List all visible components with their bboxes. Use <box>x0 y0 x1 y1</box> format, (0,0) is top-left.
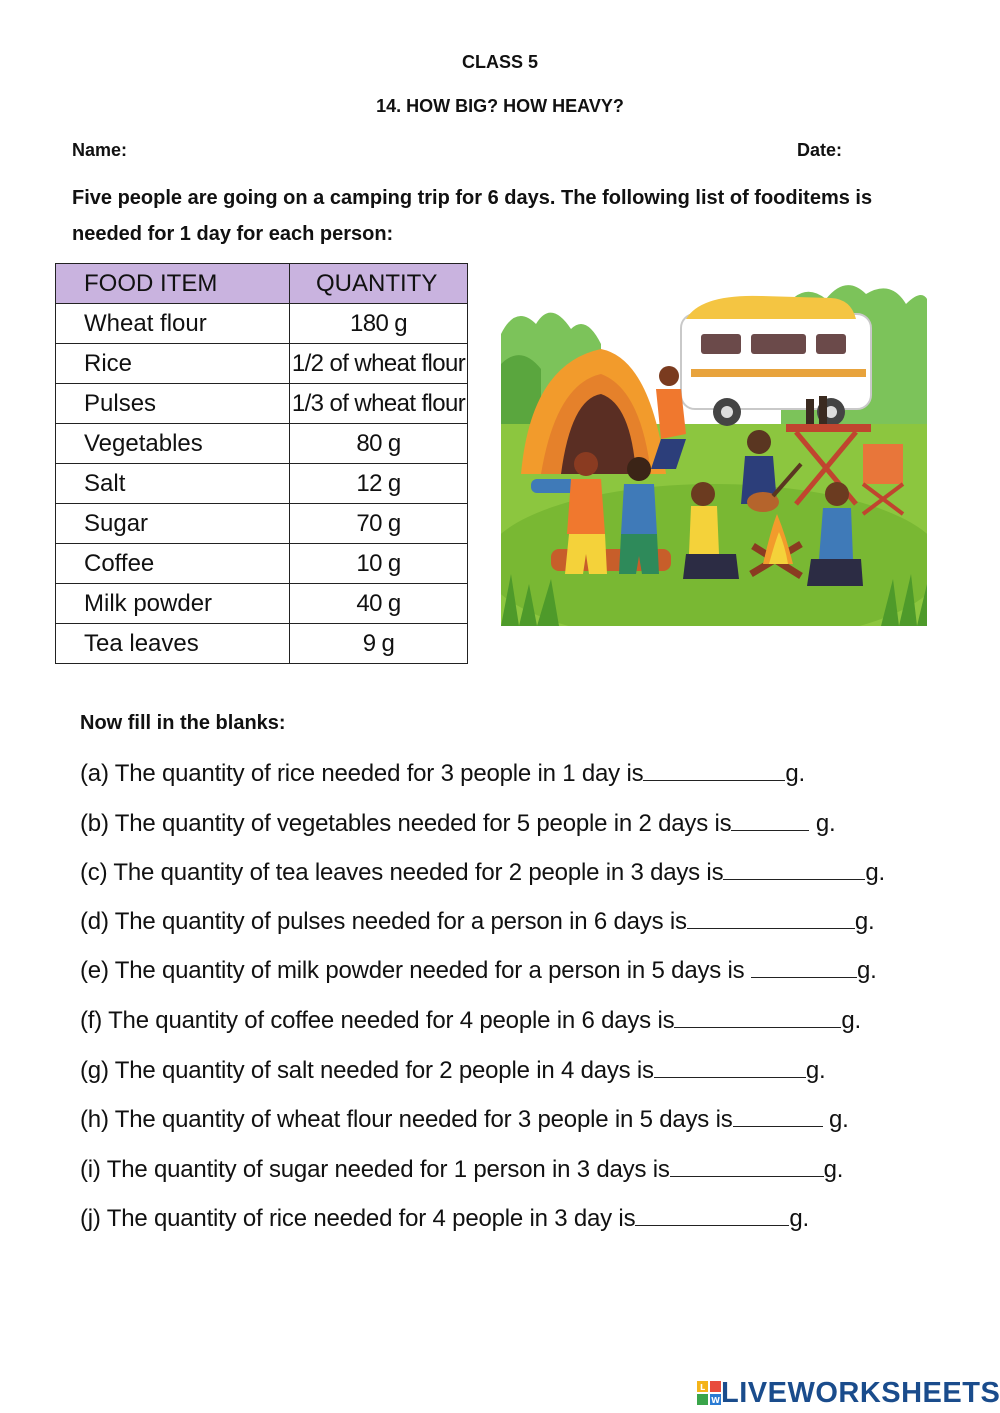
question-g <box>80 1057 825 1085</box>
unit-label: g. <box>809 810 836 837</box>
table-row <box>56 424 468 464</box>
food-item: Coffee <box>56 544 290 584</box>
food-quantity: 180 g <box>290 304 468 344</box>
question-text: (a) The quantity of rice needed for 3 people in 1 day is <box>80 760 644 787</box>
date-label: Date: <box>797 140 843 160</box>
question-d <box>80 908 874 936</box>
question-text: (b) The quantity of vegetables needed for 5 people in 2 days is <box>80 810 732 837</box>
question-a <box>80 760 805 788</box>
answer-blank[interactable] <box>723 859 865 880</box>
class-title: CLASS 5 <box>461 52 539 72</box>
food-item: Pulses <box>56 384 290 424</box>
food-quantity: 1/3 of wheat flour <box>290 384 468 424</box>
answer-blank[interactable] <box>674 1007 841 1028</box>
question-text: (g) The quantity of salt needed for 2 people in 4 days is <box>80 1057 654 1084</box>
food-quantity: 10 g <box>290 544 468 584</box>
badge-letter: W <box>711 1396 720 1405</box>
table-row <box>56 384 468 424</box>
food-item: Milk powder <box>56 584 290 624</box>
table-row <box>56 464 468 504</box>
food-item: Wheat flour <box>56 304 290 344</box>
fill-blanks-heading: Now fill in the blanks: <box>80 712 286 734</box>
table-header-row <box>56 264 468 304</box>
answer-blank[interactable] <box>733 1106 823 1127</box>
question-e <box>80 957 877 985</box>
food-item: Salt <box>56 464 290 504</box>
question-text: (j) The quantity of rice needed for 4 people in 3 day is <box>80 1205 636 1232</box>
answer-blank[interactable] <box>751 957 857 978</box>
unit-label: g. <box>822 1106 849 1133</box>
table-row <box>56 344 468 384</box>
camping-scene-illustration <box>501 274 927 626</box>
answer-blank[interactable] <box>670 1156 824 1177</box>
table-row <box>56 504 468 544</box>
intro-text: Five people are going on a camping trip for 6 days. The following list of fooditems is needed for 1 day for each person: <box>72 187 873 245</box>
unit-label: g. <box>805 1057 826 1084</box>
question-text: (d) The quantity of pulses needed for a person in 6 days is <box>80 908 687 935</box>
question-j <box>80 1205 809 1233</box>
answer-blank[interactable] <box>635 1205 789 1226</box>
unit-label: g. <box>854 908 875 935</box>
chapter-title: 14. HOW BIG? HOW HEAVY? <box>376 96 624 116</box>
answer-blank[interactable] <box>643 760 785 781</box>
food-item: Vegetables <box>56 424 290 464</box>
question-text: (f) The quantity of coffee needed for 4 people in 6 days is <box>80 1007 675 1034</box>
table-row <box>56 544 468 584</box>
unit-label: g. <box>789 1205 809 1232</box>
question-text: (c) The quantity of tea leaves needed for 2 people in 3 days is <box>80 859 724 886</box>
name-label: Name: <box>72 140 128 160</box>
food-item: Tea leaves <box>56 624 290 664</box>
logo-text: LIVEWORKSHEETS <box>721 1376 1000 1409</box>
unit-label: g. <box>785 760 806 787</box>
question-h <box>80 1106 849 1134</box>
food-item: Rice <box>56 344 290 384</box>
question-i <box>80 1156 843 1184</box>
unit-label: g. <box>865 859 885 886</box>
question-f <box>80 1007 861 1035</box>
question-c <box>80 859 885 887</box>
unit-label: g. <box>823 1156 844 1183</box>
table-row <box>56 624 468 664</box>
food-quantity: 1/2 of wheat flour <box>290 344 468 384</box>
food-item: Sugar <box>56 504 290 544</box>
food-quantity: 12 g <box>290 464 468 504</box>
question-text: (e) The quantity of milk powder needed for a person in 5 days is <box>80 957 751 984</box>
liveworksheets-badge-icon <box>697 1381 721 1405</box>
food-quantity-table <box>55 263 468 664</box>
answer-blank[interactable] <box>731 810 809 831</box>
food-quantity: 80 g <box>290 424 468 464</box>
header-quantity: QUANTITY <box>290 264 468 304</box>
question-text: (h) The quantity of wheat flour needed for 3 people in 5 days is <box>80 1106 733 1133</box>
food-quantity: 9 g <box>290 624 468 664</box>
answer-blank[interactable] <box>687 908 855 929</box>
unit-label: g. <box>856 957 877 984</box>
food-quantity: 40 g <box>290 584 468 624</box>
food-quantity: 70 g <box>290 504 468 544</box>
question-b <box>80 810 836 838</box>
unit-label: g. <box>841 1007 862 1034</box>
table-row <box>56 584 468 624</box>
table-row <box>56 304 468 344</box>
header-food-item: FOOD ITEM <box>56 264 290 304</box>
question-text: (i) The quantity of sugar needed for 1 person in 3 days is <box>80 1156 670 1183</box>
liveworksheets-logo <box>697 1377 1000 1409</box>
badge-letter: L <box>699 1383 706 1392</box>
answer-blank[interactable] <box>654 1057 806 1078</box>
